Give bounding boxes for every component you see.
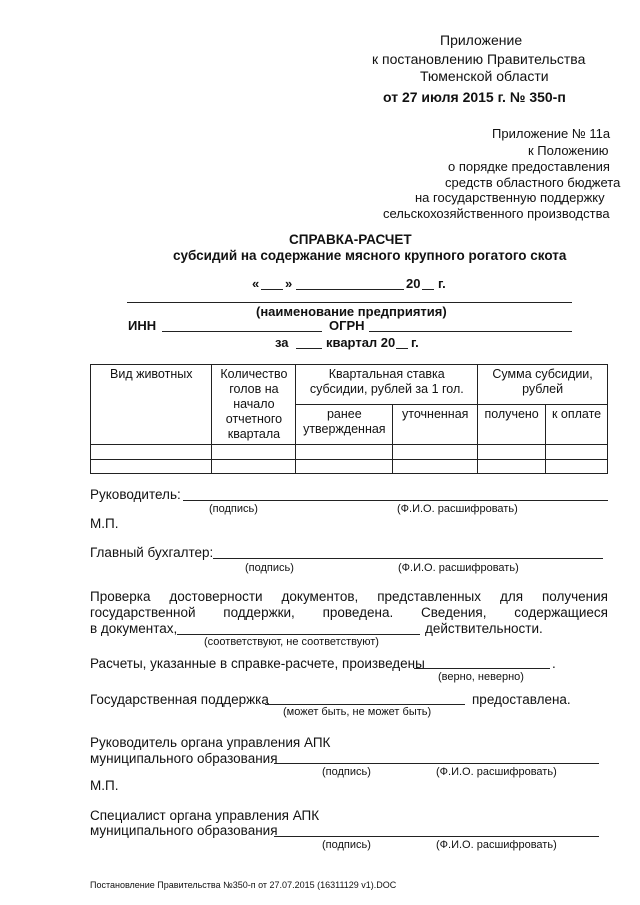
header-animal-type: Вид животных (91, 365, 212, 445)
inn-label: ИНН (128, 318, 157, 333)
calc-result-field[interactable] (414, 668, 550, 669)
apk-head-fio-caption: (Ф.И.О. расшифровать) (436, 766, 557, 778)
date-open-quote: « (252, 276, 260, 291)
apk-spec-sign-caption: (подпись) (322, 839, 371, 851)
appendix-number: Приложение № 11а (492, 126, 611, 141)
apk-head-sign-caption: (подпись) (322, 766, 371, 778)
check-line-2: государственной поддержки, проведена. Сведения, содержащиеся (90, 605, 608, 620)
calc-text: Расчеты, указанные в справке-расчете, произведены (90, 656, 425, 671)
subsidy-table (90, 364, 608, 474)
ogrn-label: ОГРН (329, 318, 365, 333)
table-cell[interactable] (91, 460, 212, 474)
period-quarter: квартал 20 (326, 335, 396, 350)
appendix-budget: средств областного бюджета (445, 175, 621, 190)
table-row (91, 460, 608, 474)
apk-stamp-place: М.П. (90, 778, 119, 793)
period-for: за (275, 335, 289, 350)
date-year-field[interactable] (422, 289, 434, 290)
check-caption: (соответствуют, не соответствуют) (204, 636, 379, 648)
table-cell[interactable] (91, 445, 212, 460)
header-subsidy-sum: Сумма субсидии, рублей (478, 365, 608, 405)
header-head-count: Количество голов на начало отчетного квартала (212, 365, 296, 445)
header-quarter-rate: Квартальная ставка субсидии, рублей за 1 гол. (296, 365, 478, 405)
appendix-support: на государственную поддержку (415, 190, 605, 205)
header-sum-received: получено (478, 405, 546, 445)
header-date-number: от 27 июля 2015 г. № 350-п (383, 89, 566, 105)
check-line-1: Проверка достоверности документов, представленных для получения (90, 589, 608, 604)
support-prefix: Государственная поддержка (90, 692, 269, 707)
check-line-3-suffix: действительности. (425, 621, 543, 636)
accountant-signature-field[interactable] (213, 558, 603, 559)
header-appendix: Приложение (440, 32, 523, 48)
table-cell[interactable] (212, 445, 296, 460)
support-suffix: предоставлена. (472, 692, 571, 707)
header-rate-updated: уточненная (393, 405, 478, 445)
check-result-field[interactable] (177, 634, 420, 635)
accountant-label: Главный бухгалтер: (90, 545, 214, 560)
apk-head-signature-field[interactable] (274, 763, 599, 764)
calc-caption: (верно, неверно) (438, 671, 524, 683)
header-region: Тюменской области (420, 68, 549, 84)
apk-spec-signature-field[interactable] (274, 836, 599, 837)
head-signature-field[interactable] (183, 500, 608, 501)
table-cell[interactable] (296, 460, 393, 474)
date-year-prefix: 20 (406, 276, 421, 291)
table-cell[interactable] (478, 445, 546, 460)
org-name-caption: (наименование предприятия) (256, 304, 447, 319)
support-result-field[interactable] (265, 704, 465, 705)
inn-field[interactable] (162, 331, 322, 332)
header-rate-approved: ранее утвержденная (296, 405, 393, 445)
head-fio-caption: (Ф.И.О. расшифровать) (397, 503, 518, 515)
table-cell[interactable] (393, 460, 478, 474)
period-year-suffix: г. (411, 335, 419, 350)
support-caption: (может быть, не может быть) (283, 706, 432, 718)
header-sum-to-pay: к оплате (546, 405, 608, 445)
org-name-field[interactable] (127, 302, 572, 303)
document-subtitle: субсидий на содержание мясного крупного рогатого скота (173, 248, 567, 263)
appendix-regulation: к Положению (528, 143, 609, 158)
apk-spec-line1: Специалист органа управления АПК (90, 808, 320, 823)
head-label: Руководитель: (90, 487, 181, 502)
table-row (91, 445, 608, 460)
table-cell[interactable] (546, 445, 608, 460)
head-stamp-place: М.П. (90, 516, 119, 531)
appendix-agriculture: сельскохозяйственного производства (383, 206, 610, 221)
head-sign-caption: (подпись) (209, 503, 258, 515)
apk-spec-line2: муниципального образования (90, 823, 278, 838)
apk-head-line1: Руководитель органа управления АПК (90, 735, 331, 750)
table-cell[interactable] (393, 445, 478, 460)
check-line-3-prefix: в документах, (90, 621, 178, 636)
period-year-field[interactable] (396, 348, 408, 349)
table-cell[interactable] (478, 460, 546, 474)
apk-spec-fio-caption: (Ф.И.О. расшифровать) (436, 839, 557, 851)
header-resolution: к постановлению Правительства (372, 51, 586, 67)
appendix-procedure: о порядке предоставления (448, 159, 610, 174)
date-year-suffix: г. (438, 276, 446, 291)
date-day-field[interactable] (261, 289, 283, 290)
accountant-fio-caption: (Ф.И.О. расшифровать) (398, 562, 519, 574)
date-close-quote: » (285, 276, 293, 291)
ogrn-field[interactable] (369, 331, 572, 332)
date-month-field[interactable] (296, 289, 404, 290)
accountant-sign-caption: (подпись) (245, 562, 294, 574)
quarter-field[interactable] (296, 348, 322, 349)
table-cell[interactable] (546, 460, 608, 474)
footer-doc-ref: Постановление Правительства №350-п от 27.07.2015 (16311129 v1).DOC (90, 880, 397, 890)
document-title: СПРАВКА-РАСЧЕТ (289, 232, 412, 247)
table-cell[interactable] (212, 460, 296, 474)
apk-head-line2: муниципального образования (90, 751, 278, 766)
table-cell[interactable] (296, 445, 393, 460)
